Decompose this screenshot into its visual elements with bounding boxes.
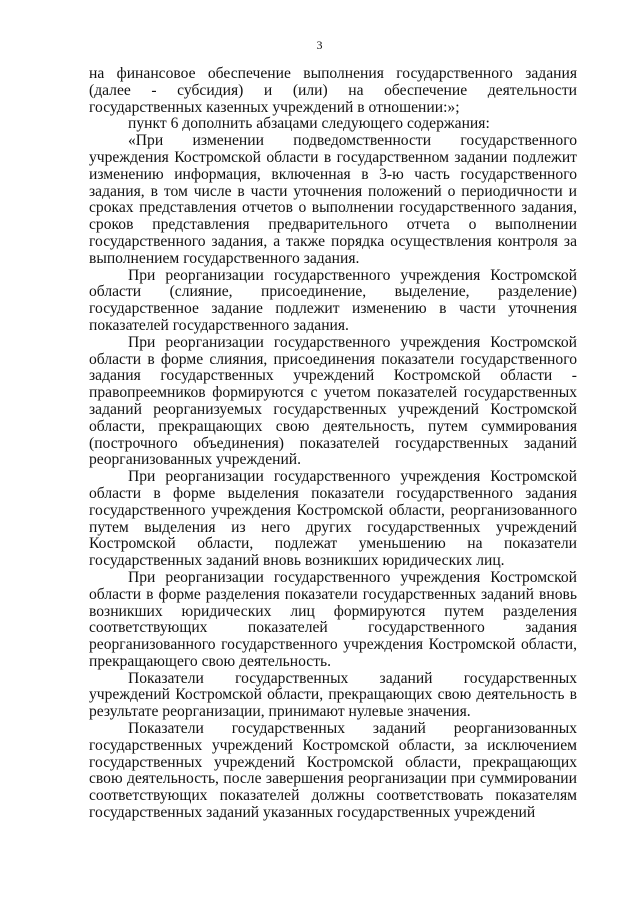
paragraph-spin-off: При реорганизации государственного учреждения Костромской области в форме выделения показатели государственного задания государственного учреждения Костромской области, реорганизованного путем выделения из него других государственных учреждений Костромской области, подлежат уменьшению на показатели государственных заданий вновь возникших юридических лиц. xyxy=(89,468,577,570)
paragraph-amendment-intro: пункт 6 дополнить абзацами следующего содержания: xyxy=(128,115,490,133)
paragraph-merger: При реорганизации государственного учреждения Костромской области в форме слияния, присоединения показатели государственного задания государственных учреждений Костромской области - правопреемников формируются с учетом показателей государственных заданий реорганизуемых государственных учреждений Костромской области, прекращающих свою деятельность, путем суммирования (построчного объединения) показателей государственных заданий реорганизованных учреждений. xyxy=(89,333,577,469)
paragraph-reorganization-general: При реорганизации государственного учреждения Костромской области (слияние, присоединение, выделение, разделение) государственное задание подлежит изменению в части уточнения показателей государственного задания. xyxy=(89,266,577,334)
page-number: 3 xyxy=(316,38,323,52)
paragraph-subordination-change: «При изменении подведомственности государственного учреждения Костромской области в государственном задании подлежит изменению информация, включенная в 3-ю часть государственного задания, в том числе в части уточнения положений о периодичности и сроках представления отчетов о выполнении государственного задания, сроков представления предварительного отчета о выполнении государственного задания, а также порядка осуществления контроля за выполнением государственного задания. xyxy=(89,132,577,267)
paragraph-division: При реорганизации государственного учреждения Костромской области в форме разделения показатели государственных заданий вновь возникших юридических лиц формируются путем разделения соответствующих показателей государственного задания реорганизованного государственного учреждения Костромской области, прекращающего свою деятельность. xyxy=(89,568,577,670)
document-body xyxy=(89,66,577,822)
paragraph-zero-values: Показатели государственных заданий государственных учреждений Костромской области, прекращающих свою деятельность в результате реорганизации, принимают нулевые значения. xyxy=(89,669,577,721)
paragraph-continuation: на финансовое обеспечение выполнения государственного задания (далее - субсидия) и (или) на обеспечение деятельности государственных казенных учреждений в отношении:»; xyxy=(89,65,577,116)
paragraph-post-reorganization: Показатели государственных заданий реорганизованных государственных учреждений Костромской области, за исключением государственных учреждений Костромской области, прекращающих свою деятельность, после завершения реорганизации при суммировании соответствующих показателей должны соответствовать показателям государственных заданий указанных государственных учреждений xyxy=(89,720,577,822)
